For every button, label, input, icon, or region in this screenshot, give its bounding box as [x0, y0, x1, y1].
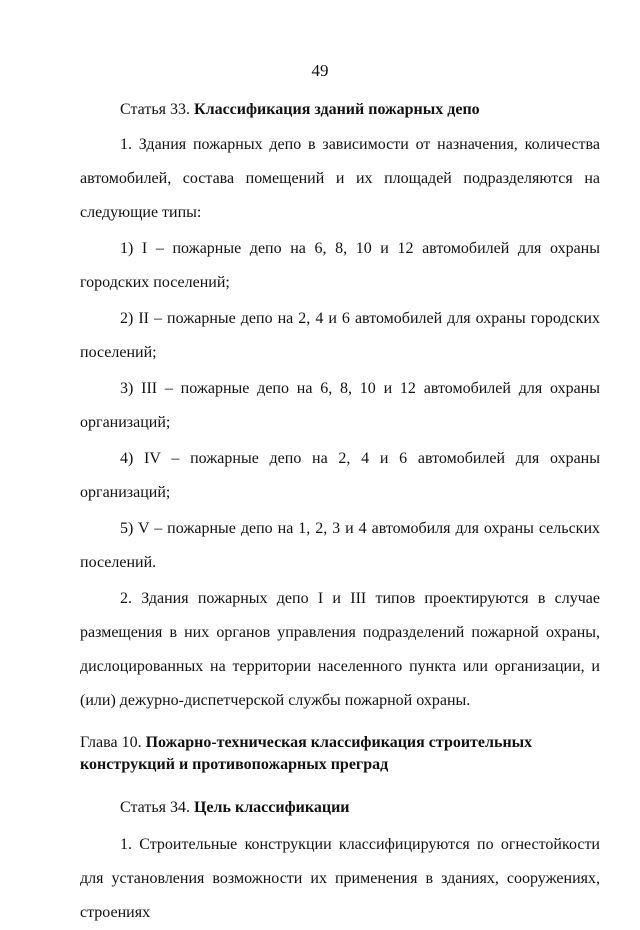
chapter-10-title-line-2: конструкций и противопожарных преград [80, 756, 389, 773]
chapter-10-heading [80, 732, 600, 776]
chapter-10-line-1 [80, 732, 600, 754]
article-34-prefix: Статья 34. [120, 799, 190, 816]
article-34-title: Цель классификации [193, 799, 350, 816]
article-34-heading [80, 796, 600, 820]
article-33-heading [80, 98, 600, 122]
document-body [80, 88, 600, 930]
chapter-10-title-line-1: Пожарно-техническая классификация строительных [145, 734, 533, 751]
article-33-paragraph-1: 1. Здания пожарных депо в зависимости от назначения, количества автомобилей, состава помещений и их площадей подразделяются на следующие типы: [80, 136, 600, 221]
article-34-paragraph-1: 1. Строительные конструкции классифицируются по огнестойкости для установления возможности их применения в зданиях, сооружениях, строениях [80, 836, 600, 921]
article-33-item-2: 2) II – пожарные депо на 2, 4 и 6 автомобилей для охраны городских поселений; [80, 310, 600, 361]
chapter-10-prefix: Глава 10. [80, 734, 142, 751]
article-33-prefix: Статья 33. [120, 101, 190, 118]
article-33-item-3: 3) III – пожарные депо на 6, 8, 10 и 12 автомобилей для охраны организаций; [80, 380, 600, 431]
article-33-item-4: 4) IV – пожарные депо на 2, 4 и 6 автомобилей для охраны организаций; [80, 450, 600, 501]
article-33-item-1: 1) I – пожарные депо на 6, 8, 10 и 12 автомобилей для охраны городских поселений; [80, 240, 600, 291]
page-number: 49 [311, 61, 329, 80]
article-33-paragraph-2: 2. Здания пожарных депо I и III типов проектируются в случае размещения в них органов управления подразделений пожарной охраны, дислоцированных на территории населенного пункта или организации, и (или) дежурно-диспетчерской службы пожарной охраны. [80, 590, 600, 709]
article-33-item-5: 5) V – пожарные депо на 1, 2, 3 и 4 автомобиля для охраны сельских поселений. [80, 520, 600, 571]
article-33-title: Классификация зданий пожарных депо [193, 101, 480, 118]
